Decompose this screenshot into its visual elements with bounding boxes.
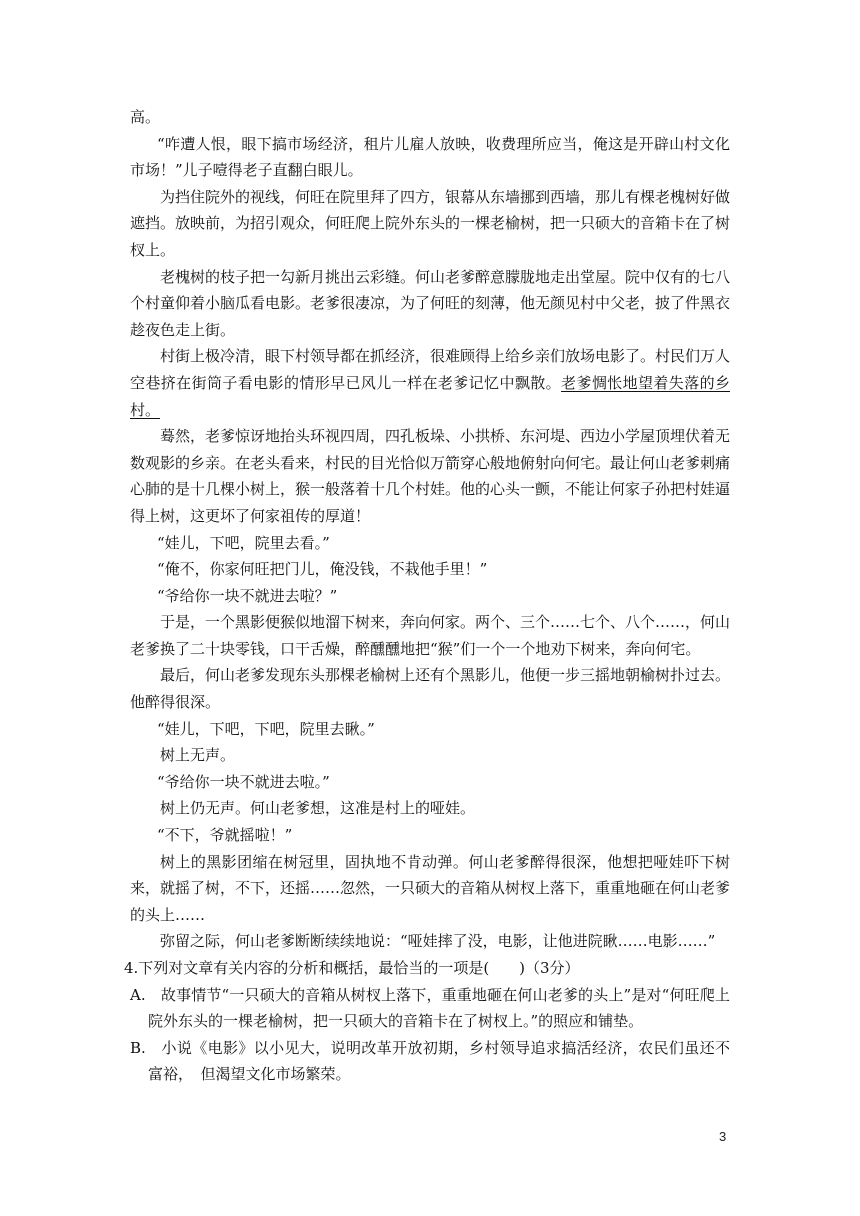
paragraph-5: 蓦然，老爹惊讶地抬头环视四周，四孔板垛、小拱桥、东河堤、西边小学屋顶埋伏着无数观影的乡亲。在老头看来，村民的目光恰似万箭穿心般地俯射向何宅。最让何山老爹刺痛心肺的是十几棵小树上，猴一般落着十几个村娃。他的心头一颤，不能让何家子孙把村娃逼得上树，这更坏了何家祖传的厚道！ bbox=[130, 427, 731, 525]
paragraph-0: 高。 bbox=[130, 108, 161, 126]
paragraph-17: 弥留之际，何山老爹断断续续地说：“哑娃摔了没，电影，让他进院瞅……电影……” bbox=[160, 932, 716, 951]
dialog-line-5: “爷给你一块不就进去啦。” bbox=[157, 772, 330, 791]
paragraph-9: 于是，一个黑影便猴似地溜下树来，奔向何家。两个、三个……七个、八个……，何山老爹换了二十块零钱，口干舌燥，醉醺醺地把“猴”们一个一个地劝下树来，奔向何宅。 bbox=[130, 613, 731, 658]
paragraph-10: 最后，何山老爹发现东头那棵老榆树上还有个黑影儿，他便一步三摇地朝榆树扑过去。他醉得很深。 bbox=[130, 666, 731, 712]
article-body bbox=[124, 104, 731, 1088]
dialog-line-1: “娃儿，下吧，院里去看。” bbox=[157, 533, 330, 552]
paragraph-16: 树上的黑影团缩在树冠里，固执地不肯动弹。何山老爹醉得很深，他想把哑娃吓下树来，就摇了树，不下，还摇……忽然，一只硕大的音箱从树杈上落下，重重地砸在何山老爹的头上…… bbox=[130, 852, 731, 924]
paragraph-1: “咋遭人恨，眼下搞市场经济，租片儿雇人放映，收费理所应当，俺这是开辟山村文化市场！”儿子噎得老子直翻白眼儿。 bbox=[130, 134, 730, 180]
dialog-line-4: “娃儿，下吧，下吧，院里去瞅。” bbox=[157, 719, 375, 738]
dialog-line-6: “不下，爷就摇啦！” bbox=[157, 826, 293, 845]
paragraph-2: 为挡住院外的视线，何旺在院里拜了四方，银幕从东墙挪到西墙，那儿有棵老槐树好做遮挡。放映前，为招引观众，何旺爬上院外东头的一棵老榆树，把一只硕大的音箱卡在了树杈上。 bbox=[130, 187, 731, 259]
paragraph-14: 树上仍无声。何山老爹想，这准是村上的哑娃。 bbox=[160, 799, 476, 818]
paragraph-4-text: 村街上极冷清，眼下村领导都在抓经济，很难顾得上给乡亲们放场电影了。村民们万人空巷挤在街筒子看电影的情形早已风儿一样在老爹记忆中飘散。 bbox=[130, 347, 731, 392]
option-a: A. 故事情节“一只硕大的音箱从树杈上落下，重重地砸在何山老爹的头上”是对“何旺爬上院外东头的一棵老榆树，把一只硕大的音箱卡在了树杈上。”的照应和铺垫。 bbox=[130, 985, 730, 1031]
paragraph-4 bbox=[130, 343, 730, 423]
question-stem: 4.下列对文章有关内容的分析和概括，最恰当的一项是( )（3分） bbox=[124, 959, 580, 977]
dialog-line-2: “俺不，你家何旺把门儿，俺没钱，不栽他手里！” bbox=[157, 560, 488, 579]
paragraph-3: 老槐树的枝子把一勾新月挑出云彩缝。何山老爹醉意朦胧地走出堂屋。院中仅有的七八个村童仰着小脑瓜看电影。老爹很凄凉，为了何旺的刻薄，他无颜见村中父老，披了件黑衣趁夜色走上街。 bbox=[130, 267, 731, 339]
option-b: B. 小说《电影》以小见大，说明改革开放初期，乡村领导追求搞活经济，农民们虽还不富裕， 但渴望文化市场繁荣。 bbox=[130, 1038, 730, 1084]
paragraph-12: 树上无声。 bbox=[160, 746, 236, 765]
underlined-sentence: 老爹惆怅地望着失落的乡村。 bbox=[130, 373, 730, 419]
page-number: 3 bbox=[719, 1129, 727, 1144]
dialog-line-3: “爷给你一块不就进去啦？” bbox=[157, 586, 338, 605]
